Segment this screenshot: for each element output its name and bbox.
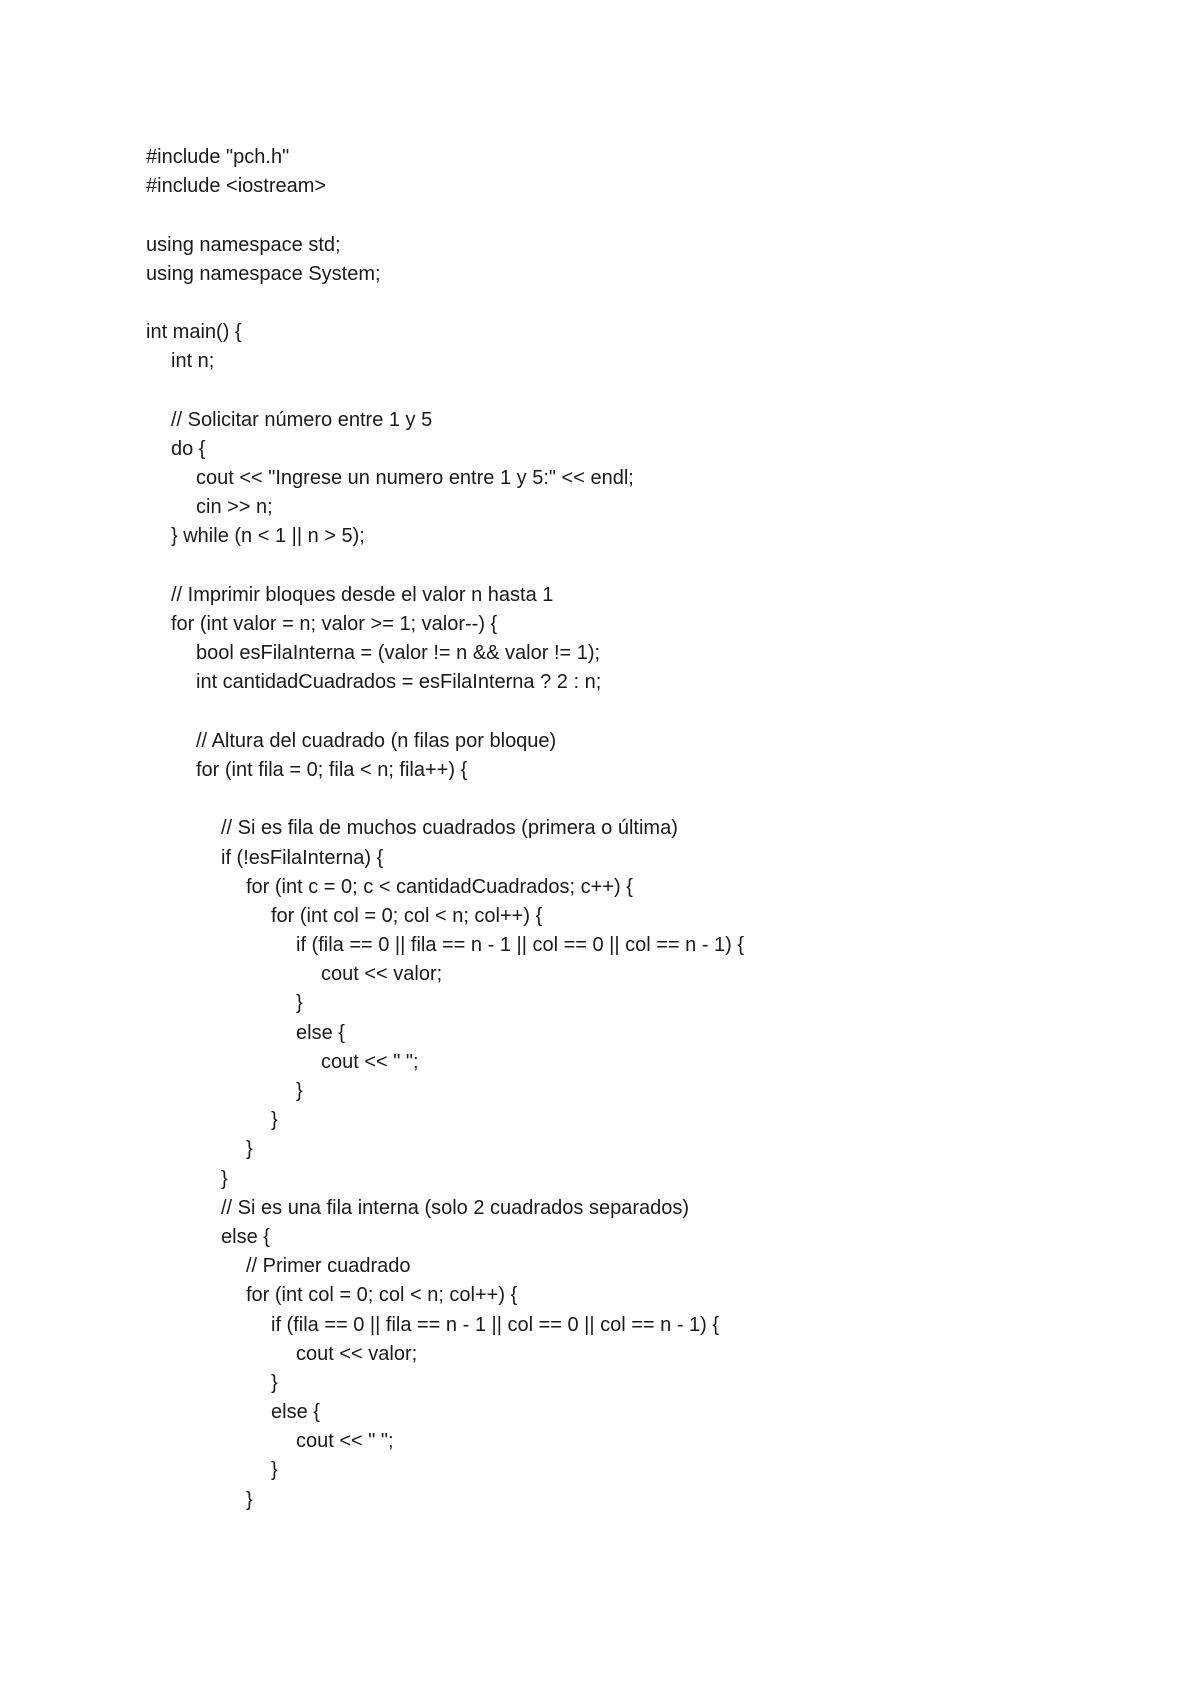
code-line: } (296, 992, 303, 1015)
code-line: } (246, 1138, 253, 1161)
code-line: for (int c = 0; c < cantidadCuadrados; c++) { (246, 875, 633, 898)
code-line: bool esFilaInterna = (valor != n && valor != 1); (196, 642, 601, 665)
code-line: cout << valor; (296, 1342, 418, 1365)
code-line: } (296, 1080, 303, 1102)
code-line: for (int col = 0; col < n; col++) { (246, 1284, 518, 1307)
code-line: cin >> n; (196, 496, 273, 519)
code-line: } (246, 1488, 253, 1511)
code-line: // Si es fila de muchos cuadrados (primera o última) (221, 817, 678, 840)
code-line: int cantidadCuadrados = esFilaInterna ? 2 : n; (196, 671, 602, 694)
blank-line (146, 377, 744, 406)
code-line: } (271, 1371, 278, 1394)
code-line: if (!esFilaInterna) { (221, 846, 384, 869)
code-line: // Primer cuadrado (246, 1255, 411, 1278)
code-line: } (271, 1109, 278, 1132)
code-line: cout << "Ingrese un numero entre 1 y 5:" << endl; (196, 467, 634, 490)
blank-line (146, 201, 744, 230)
code-line: int n; (171, 350, 215, 373)
code-line: if (fila == 0 || fila == n - 1 || col == 0 || col == n - 1) { (271, 1313, 720, 1336)
code-listing (146, 143, 744, 1515)
code-line: #include <iostream> (146, 175, 327, 198)
code-line: for (int fila = 0; fila < n; fila++) { (196, 758, 468, 781)
code-line: for (int valor = n; valor >= 1; valor--) { (171, 613, 498, 635)
code-line: // Solicitar número entre 1 y 5 (171, 408, 433, 431)
code-line: // Altura del cuadrado (n filas por bloque) (196, 729, 557, 752)
code-line: } (221, 1167, 228, 1190)
code-line: // Imprimir bloques desde el valor n hasta 1 (171, 583, 554, 606)
blank-line (146, 698, 744, 727)
code-line: using namespace std; (146, 233, 341, 256)
code-line: using namespace System; (146, 262, 381, 285)
code-line: cout << " "; (321, 1050, 419, 1073)
code-line: for (int col = 0; col < n; col++) { (271, 904, 543, 927)
blank-line (146, 289, 744, 318)
code-line: else { (296, 1021, 345, 1044)
code-line: } while (n < 1 || n > 5); (171, 525, 365, 548)
code-line: if (fila == 0 || fila == n - 1 || col == 0 || col == n - 1) { (296, 934, 745, 957)
blank-line (146, 785, 744, 814)
code-line: else { (221, 1225, 270, 1248)
code-line: cout << " "; (296, 1430, 394, 1453)
code-line: int main() { (146, 321, 242, 344)
blank-line (146, 552, 744, 581)
code-line: } (271, 1459, 278, 1482)
code-line: else { (271, 1401, 320, 1424)
code-line: cout << valor; (321, 963, 443, 986)
code-line: #include "pch.h" (146, 146, 290, 168)
code-line: // Si es una fila interna (solo 2 cuadrados separados) (221, 1196, 690, 1219)
code-line: do { (171, 437, 206, 460)
